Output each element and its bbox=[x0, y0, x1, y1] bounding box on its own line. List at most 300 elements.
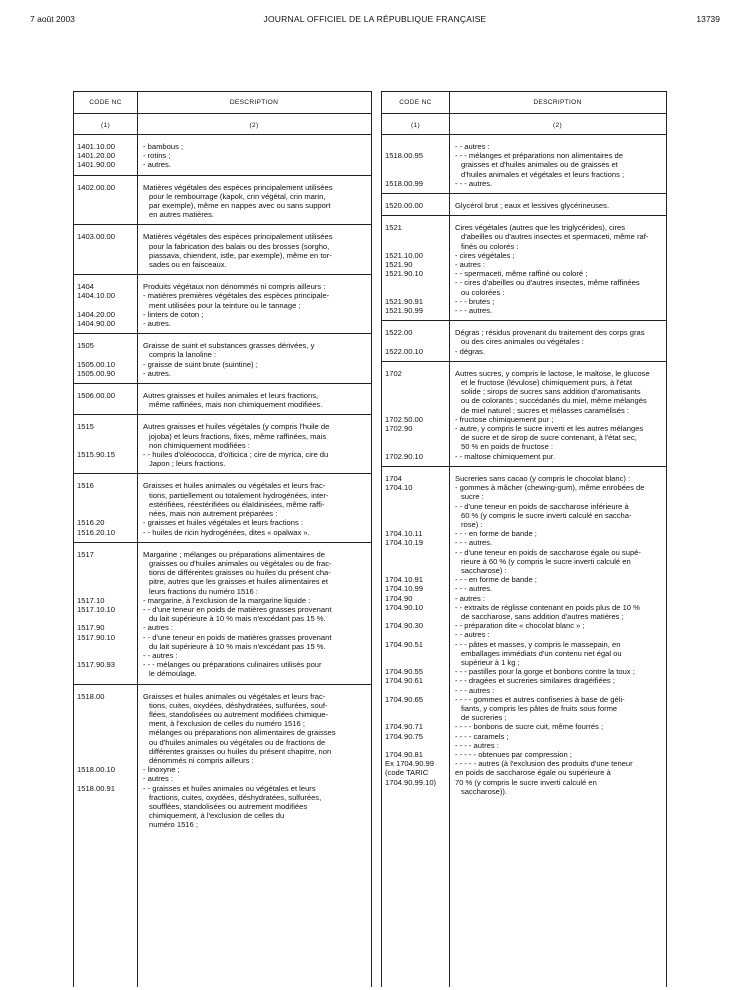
code-nc-header: CODE NC bbox=[89, 99, 122, 106]
table-line bbox=[74, 587, 371, 596]
table-row bbox=[74, 275, 371, 334]
description-text: tions de différentes graisses ou huiles du présent cha- bbox=[149, 568, 331, 578]
cn-code: 1506.00.00 bbox=[77, 391, 116, 401]
description-text: - autres. bbox=[143, 368, 171, 378]
table-line bbox=[74, 260, 371, 269]
cn-code bbox=[74, 642, 137, 651]
cn-code bbox=[382, 787, 449, 796]
cn-code: 1704.90.71 bbox=[385, 722, 424, 732]
cn-code: 1404 bbox=[77, 282, 94, 292]
table-line bbox=[74, 692, 371, 701]
table-line bbox=[382, 347, 666, 356]
table-line bbox=[382, 538, 666, 547]
cn-code: 1702.90.10 bbox=[385, 451, 424, 461]
cn-code: 1704.90.61 bbox=[385, 676, 424, 686]
description-text: fiants, y compris les pâtes de fruits sous forme bbox=[461, 703, 618, 713]
cn-code bbox=[74, 568, 137, 577]
description-text: - margarine, à l'exclusion de la margarine liquide : bbox=[143, 595, 311, 605]
description-text: Graisses et huiles animales ou végétales et leurs frac- bbox=[143, 481, 326, 491]
table-line bbox=[74, 450, 371, 459]
cn-code: 1521.90.91 bbox=[385, 296, 424, 306]
cn-code bbox=[74, 587, 137, 596]
cn-code: 1518.00.91 bbox=[77, 783, 116, 793]
description-text: graisses et d'huiles animales ou de graisses et bbox=[461, 160, 618, 170]
description-text: saccharose) : bbox=[461, 565, 507, 575]
cn-code: 1704.90.30 bbox=[385, 621, 424, 631]
cn-code bbox=[382, 378, 449, 387]
table-line bbox=[382, 695, 666, 704]
col1-number: (1) bbox=[101, 121, 110, 129]
table-line bbox=[382, 151, 666, 160]
table-line bbox=[74, 192, 371, 201]
cn-code bbox=[382, 713, 449, 722]
description-text: pitre, autres que les graisses et huiles alimentaires et bbox=[149, 577, 328, 587]
cn-code bbox=[74, 701, 137, 710]
table-line bbox=[382, 242, 666, 251]
table-line bbox=[74, 756, 371, 765]
cn-code bbox=[382, 502, 449, 511]
table-line bbox=[74, 747, 371, 756]
description-text: de sucre et de sirop de sucre contenant, à l'état sec, bbox=[461, 433, 637, 443]
table-line bbox=[74, 605, 371, 614]
description-text: non chimiquement modifiées : bbox=[149, 440, 250, 450]
table-line bbox=[382, 713, 666, 722]
table-line bbox=[382, 492, 666, 501]
cn-code bbox=[382, 387, 449, 396]
table-line bbox=[74, 701, 371, 710]
table-line bbox=[74, 369, 371, 378]
table-row bbox=[382, 467, 666, 801]
table-line bbox=[382, 732, 666, 741]
table-row bbox=[74, 334, 371, 384]
table-line bbox=[74, 633, 371, 642]
table-line bbox=[74, 577, 371, 586]
table-line bbox=[382, 630, 666, 639]
table-line bbox=[382, 768, 666, 777]
cn-code: 1505.00.90 bbox=[77, 368, 116, 378]
description-text: Glycérol brut ; eaux et lessives glycérineuses. bbox=[455, 201, 610, 211]
description-text: - - autres : bbox=[143, 650, 178, 660]
table-line bbox=[74, 310, 371, 319]
cn-code: 1702 bbox=[385, 368, 402, 378]
table-line bbox=[382, 306, 666, 315]
table-line bbox=[382, 201, 666, 210]
cn-code: (code TARIC bbox=[385, 768, 429, 778]
description-text: - - d'une teneur en poids de saccharose inférieure à bbox=[455, 501, 629, 511]
right-table bbox=[381, 91, 667, 987]
description-text: ou de colorants ; succédanés du miel, même mélangés bbox=[461, 396, 647, 406]
cn-code bbox=[382, 442, 449, 451]
cn-code: 1704.10.19 bbox=[385, 538, 424, 548]
cn-code: 1401.10.00 bbox=[77, 142, 116, 151]
table-line bbox=[382, 529, 666, 538]
col2-number: (2) bbox=[553, 121, 562, 129]
table-line bbox=[382, 584, 666, 593]
table-line bbox=[74, 651, 371, 660]
table-line bbox=[74, 242, 371, 251]
description-text: - - graisses et huiles animales ou végétales et leurs bbox=[143, 783, 316, 793]
cn-code bbox=[382, 288, 449, 297]
description-text: 70 % (y compris le sucre inverti calculé en bbox=[455, 777, 597, 787]
cn-code: 1517.10.10 bbox=[77, 604, 116, 614]
cn-code: 1704.90.51 bbox=[385, 639, 424, 649]
table-line bbox=[74, 509, 371, 518]
cn-code bbox=[382, 649, 449, 658]
description-text: Produits végétaux non dénommés ni compris ailleurs : bbox=[143, 282, 326, 292]
table-line bbox=[382, 686, 666, 695]
description-text: Graisse de suint et substances grasses dérivées, y bbox=[143, 341, 315, 351]
description-text: Japon ; leurs fractions. bbox=[149, 459, 226, 469]
cn-code bbox=[382, 704, 449, 713]
description-text: de sucreries ; bbox=[461, 713, 507, 723]
description-text: dénommés ni compris ailleurs : bbox=[149, 755, 254, 765]
cn-code bbox=[382, 658, 449, 667]
table-line bbox=[382, 170, 666, 179]
table-line bbox=[74, 728, 371, 737]
description-text: ou des cires animales ou végétales : bbox=[461, 337, 584, 347]
table-line bbox=[382, 741, 666, 750]
description-text: - - - pâtes et masses, y compris le massepain, en bbox=[455, 639, 621, 649]
table-line bbox=[74, 623, 371, 632]
table-line bbox=[74, 559, 371, 568]
table-line bbox=[74, 160, 371, 169]
cn-code: 1521.90 bbox=[385, 260, 413, 270]
table-line bbox=[74, 142, 371, 151]
table-line bbox=[382, 649, 666, 658]
table-line bbox=[382, 750, 666, 759]
cn-code bbox=[382, 741, 449, 750]
cn-code bbox=[382, 548, 449, 557]
table-line bbox=[382, 406, 666, 415]
table-line bbox=[382, 603, 666, 612]
table-line bbox=[382, 337, 666, 346]
cn-code bbox=[382, 511, 449, 520]
table-line bbox=[382, 415, 666, 424]
table-row bbox=[382, 362, 666, 467]
table-line bbox=[74, 341, 371, 350]
description-text: en poids de saccharose égale ou supérieure à bbox=[455, 768, 611, 778]
cn-code bbox=[382, 337, 449, 346]
description-text: fractions, cuites, oxydées, déshydratées, sulfurées, bbox=[149, 792, 322, 802]
description-text: jojoba) et leurs fractions, fixes, même raffinées, mais bbox=[149, 431, 327, 441]
description-text: - autres : bbox=[143, 774, 173, 784]
table-line bbox=[382, 251, 666, 260]
cn-code: 1404.20.00 bbox=[77, 309, 116, 319]
cn-code: 1704.90 bbox=[385, 593, 413, 603]
table-line bbox=[382, 778, 666, 787]
table-line bbox=[382, 179, 666, 188]
left-table bbox=[73, 91, 372, 987]
description-text: - cires végétales ; bbox=[455, 250, 515, 260]
description-text: flées, standolisées ou autrement modifiées chimique- bbox=[149, 709, 328, 719]
cn-code: 1518.00.95 bbox=[385, 151, 424, 161]
cn-code bbox=[74, 802, 137, 811]
cn-code bbox=[382, 612, 449, 621]
description-text: rieure à 60 % (y compris le sucre inverti calculé en bbox=[461, 556, 631, 566]
cn-code: 1516.20 bbox=[77, 518, 105, 528]
cn-code bbox=[74, 710, 137, 719]
table-line bbox=[382, 433, 666, 442]
description-text: - autres : bbox=[455, 593, 485, 603]
cn-code: 1704.10.99 bbox=[385, 584, 424, 594]
description-text: Matières végétales des espèces principalement utilisées bbox=[143, 232, 333, 242]
cn-code bbox=[382, 142, 449, 151]
table-line bbox=[382, 722, 666, 731]
description-text: mélanges ou préparations non alimentaires de graisses bbox=[149, 728, 336, 738]
table-line bbox=[74, 459, 371, 468]
cn-code: 1517.10 bbox=[77, 595, 105, 605]
table-line bbox=[382, 594, 666, 603]
table-line bbox=[382, 223, 666, 232]
cn-code: 1518.00 bbox=[77, 691, 105, 701]
cn-code bbox=[382, 278, 449, 287]
description-text: tions, cuites, oxydées, déshydratées, sulfurées, souf- bbox=[149, 700, 328, 710]
description-text: - - - mélanges et préparations non alimentaires de bbox=[455, 151, 623, 161]
description-text: - - d'une teneur en poids de matières grasses provenant bbox=[143, 604, 332, 614]
table-line bbox=[74, 518, 371, 527]
cn-code: 1704.10.91 bbox=[385, 575, 424, 585]
table-line bbox=[382, 612, 666, 621]
description-text: solide ; sirops de sucres sans addition d'aromatisants bbox=[461, 387, 641, 397]
cn-code bbox=[382, 396, 449, 405]
cn-code bbox=[74, 192, 137, 201]
table-line bbox=[382, 658, 666, 667]
table-line bbox=[74, 710, 371, 719]
table-line bbox=[74, 793, 371, 802]
table-line bbox=[74, 820, 371, 829]
description-text: 50 % en poids de fructose : bbox=[461, 442, 554, 452]
cn-code: 1517.90 bbox=[77, 623, 105, 633]
table-line bbox=[382, 520, 666, 529]
page-number: 13739 bbox=[696, 14, 720, 24]
description-text: piassava, chiendent, istle, par exemple), même en tor- bbox=[149, 250, 332, 260]
table-line bbox=[382, 387, 666, 396]
description-text: chimiquement, à l'exclusion de celles du bbox=[149, 811, 285, 821]
description-text: sucre : bbox=[461, 492, 484, 502]
description-text: - - - en forme de bande ; bbox=[455, 529, 537, 539]
table-row bbox=[382, 216, 666, 321]
cn-code: 1516.20.10 bbox=[77, 527, 116, 537]
cn-code bbox=[382, 406, 449, 415]
cn-code: 1704.90.65 bbox=[385, 694, 424, 704]
table-row bbox=[74, 135, 371, 176]
table-line bbox=[382, 297, 666, 306]
cn-code: 1516 bbox=[77, 481, 94, 491]
description-text: - - - pastilles pour la gorge et bonbons contre la toux ; bbox=[455, 667, 635, 677]
table-line bbox=[74, 660, 371, 669]
description-text: - dégras. bbox=[455, 346, 485, 356]
cn-code: 1702.90 bbox=[385, 424, 413, 434]
table-header bbox=[382, 91, 666, 135]
cn-code: 1522.00.10 bbox=[385, 346, 424, 356]
description-text: - matières premières végétales des espèces principale- bbox=[143, 291, 330, 301]
cn-code: Ex 1704.90.99 bbox=[385, 759, 434, 769]
cn-code bbox=[382, 520, 449, 529]
description-text: rose) : bbox=[461, 519, 483, 529]
cn-code bbox=[74, 651, 137, 660]
description-text: compris la lanoline : bbox=[149, 350, 217, 360]
cn-code: 1704.90.10 bbox=[385, 602, 424, 612]
table-line bbox=[382, 142, 666, 151]
table-row bbox=[74, 384, 371, 415]
table-line bbox=[74, 491, 371, 500]
description-text: et le fructose (lévulose) chimiquement purs, à l'état bbox=[461, 378, 633, 388]
description-text: Matières végétales des espèces principalement utilisées bbox=[143, 182, 333, 192]
cn-code bbox=[74, 251, 137, 260]
cn-code bbox=[382, 242, 449, 251]
description-text: Cires végétales (autres que les triglycérides), cires bbox=[455, 223, 626, 233]
description-text: Autres graisses et huiles animales et leurs fractions, bbox=[143, 391, 319, 401]
table-line bbox=[74, 319, 371, 328]
cn-code bbox=[74, 756, 137, 765]
table-line bbox=[382, 369, 666, 378]
description-text: graisses ou d'huiles animales ou végétales ou de frac- bbox=[149, 558, 332, 568]
cn-code bbox=[74, 441, 137, 450]
description-text: ou d'huiles animales ou végétales ou de fractions de bbox=[149, 737, 326, 747]
description-text: Sucreries sans cacao (y compris le chocolat blanc) : bbox=[455, 473, 631, 483]
table-line bbox=[74, 642, 371, 651]
description-text: - - - - caramels ; bbox=[455, 731, 509, 741]
table-line bbox=[74, 802, 371, 811]
description-text: leurs fractions du numéro 1516 : bbox=[149, 586, 258, 596]
description-text: - autres. bbox=[143, 160, 171, 170]
table-line bbox=[74, 550, 371, 559]
table-line bbox=[382, 640, 666, 649]
cn-code: 1404.90.00 bbox=[77, 319, 116, 329]
description-text: Graisses et huiles animales ou végétales et leurs frac- bbox=[143, 691, 326, 701]
cn-code bbox=[74, 432, 137, 441]
description-text: du lait supérieure à 10 % mais n'excédant pas 15 %. bbox=[149, 614, 326, 624]
description-text: en autres matières. bbox=[149, 210, 214, 220]
description-text: - - - - - autres (à l'exclusion des produits d'une teneur bbox=[455, 759, 633, 769]
cn-code bbox=[382, 160, 449, 169]
cn-code: 1704.90.99.10) bbox=[385, 777, 437, 787]
description-text: 60 % (y compris le sucre inverti calculé en saccha- bbox=[461, 510, 632, 520]
page-header bbox=[30, 14, 720, 28]
cn-code: 1521.90.99 bbox=[385, 306, 424, 316]
description-text: pour le rembourrage (kapok, crin végétal, crin marin, bbox=[149, 191, 326, 201]
description-header: DESCRIPTION bbox=[229, 99, 279, 106]
table-row bbox=[74, 225, 371, 275]
cn-code: 1518.00.99 bbox=[385, 178, 424, 188]
description-text: - - - - autres : bbox=[455, 740, 499, 750]
description-text: - - d'une teneur en poids de matières grasses provenant bbox=[143, 632, 332, 642]
table-line bbox=[74, 291, 371, 300]
description-text: - autre, y compris le sucre inverti et les autres mélanges bbox=[455, 424, 644, 434]
table-line bbox=[382, 548, 666, 557]
cn-code: 1520.00.00 bbox=[385, 201, 424, 211]
table-line bbox=[382, 667, 666, 676]
table-line bbox=[382, 396, 666, 405]
table-row bbox=[382, 194, 666, 216]
cn-code: 1404.10.00 bbox=[77, 291, 116, 301]
table-row bbox=[74, 685, 371, 835]
cn-code: 1704.90.55 bbox=[385, 667, 424, 677]
cn-code: 1517 bbox=[77, 549, 94, 559]
issue-date: 7 août 2003 bbox=[30, 14, 75, 24]
description-text: - - spermaceti, même raffiné ou coloré ; bbox=[455, 269, 588, 279]
cn-code: 1518.00.10 bbox=[77, 765, 116, 775]
table-line bbox=[382, 442, 666, 451]
cn-code bbox=[74, 719, 137, 728]
cn-code bbox=[382, 170, 449, 179]
description-text: supérieur à 1 kg ; bbox=[461, 657, 520, 667]
table-line bbox=[382, 378, 666, 387]
description-text: numéro 1516 ; bbox=[149, 820, 198, 830]
cn-code bbox=[382, 433, 449, 442]
description-text: saccharose)). bbox=[461, 786, 508, 796]
cn-code bbox=[74, 820, 137, 829]
description-text: - gommes à mâcher (chewing-gum), même enrobées de bbox=[455, 483, 645, 493]
description-text: du lait supérieure à 10 % mais n'excédant pas 15 %. bbox=[149, 641, 326, 651]
table-line bbox=[74, 201, 371, 210]
table-line bbox=[382, 566, 666, 575]
cn-code: 1517.90.93 bbox=[77, 660, 116, 670]
description-text: le démoulage. bbox=[149, 669, 197, 679]
cn-code: 1704.90.75 bbox=[385, 731, 424, 741]
description-text: - - extraits de réglisse contenant en poids plus de 10 % bbox=[455, 602, 640, 612]
table-row bbox=[74, 415, 371, 474]
table-line bbox=[74, 596, 371, 605]
cn-code: 1702.50.00 bbox=[385, 414, 424, 424]
description-text: - - autres : bbox=[455, 630, 490, 640]
left-table-body bbox=[74, 135, 371, 835]
description-text: Margarine ; mélanges ou préparations alimentaires de bbox=[143, 549, 325, 559]
table-line bbox=[74, 282, 371, 291]
description-text: - autres : bbox=[143, 623, 173, 633]
description-header: DESCRIPTION bbox=[533, 99, 582, 106]
cn-code bbox=[74, 350, 137, 359]
cn-code bbox=[74, 500, 137, 509]
description-text: ment utilisées pour la teinture ou le tannage ; bbox=[149, 300, 301, 310]
description-text: - bambous ; bbox=[143, 142, 184, 151]
description-text: Autres sucres, y compris le lactose, le maltose, le glucose bbox=[455, 368, 650, 378]
table-line bbox=[74, 301, 371, 310]
cn-code bbox=[74, 747, 137, 756]
description-text: - graisses et huiles végétales et leurs fractions : bbox=[143, 518, 303, 528]
table-line bbox=[382, 288, 666, 297]
description-text: - autres. bbox=[143, 319, 171, 329]
table-line bbox=[74, 400, 371, 409]
cn-code: 1704 bbox=[385, 473, 402, 483]
table-line bbox=[382, 328, 666, 337]
cn-code: 1517.90.10 bbox=[77, 632, 116, 642]
right-table-body bbox=[382, 135, 666, 801]
description-text: pour la fabrication des balais ou des brosses (sorgho, bbox=[149, 241, 330, 251]
cn-code bbox=[382, 630, 449, 639]
description-text: - - huiles d'oléococca, d'oïticica ; cire de myrica, cire du bbox=[143, 450, 329, 460]
table-line bbox=[74, 719, 371, 728]
cn-code bbox=[382, 686, 449, 695]
description-text: estérifiées, réestérifiées ou élaïdinisées, même raffi- bbox=[149, 499, 325, 509]
cn-code bbox=[74, 301, 137, 310]
description-text: ou colorées : bbox=[461, 287, 505, 297]
description-text: - - préparation dite « chocolat blanc » ; bbox=[455, 621, 585, 631]
description-text: - autres : bbox=[455, 260, 485, 270]
table-line bbox=[74, 669, 371, 678]
description-text: - graisse de suint brute (suintine) ; bbox=[143, 359, 258, 369]
cn-code bbox=[74, 811, 137, 820]
table-line bbox=[382, 621, 666, 630]
description-text: - - - - gommes et autres confiseries à base de géli- bbox=[455, 694, 625, 704]
description-text: - - - en forme de bande ; bbox=[455, 575, 537, 585]
table-row bbox=[74, 543, 371, 685]
cn-code bbox=[74, 559, 137, 568]
col1-number: (1) bbox=[411, 121, 420, 129]
description-text: - - maltose chimiquement pur. bbox=[455, 451, 556, 461]
cn-code bbox=[74, 669, 137, 678]
table-line bbox=[382, 502, 666, 511]
